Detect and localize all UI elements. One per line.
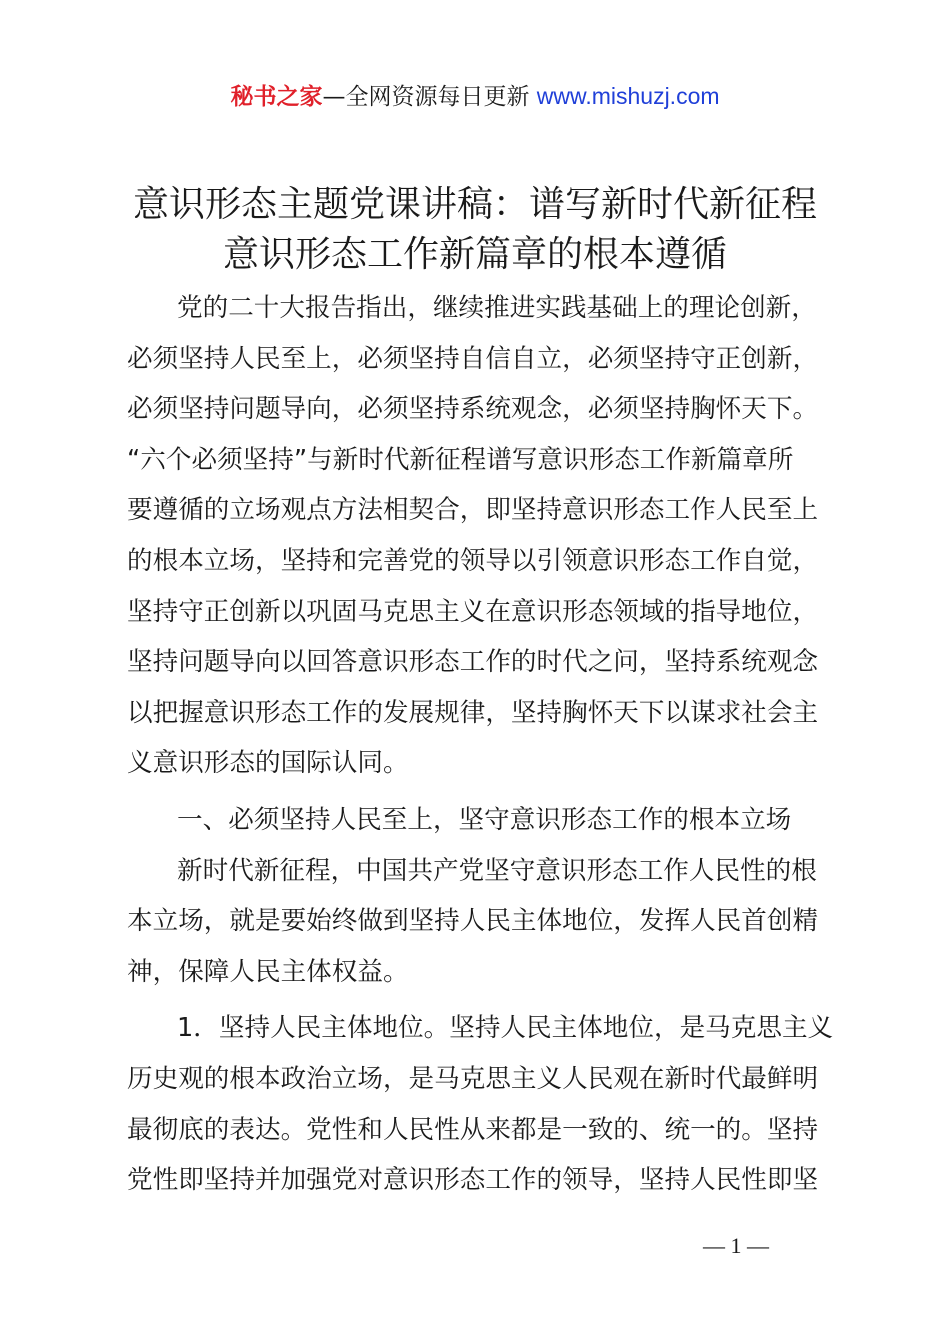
paragraph-1-line: 必须坚持问题导向，必须坚持系统观念，必须坚持胸怀天下。 [127,394,819,425]
paragraph-1-line: 以把握意识形态工作的发展规律，坚持胸怀天下以谋求社会主 [127,697,819,728]
paragraph-3-line: 最彻底的表达。党性和人民性从来都是一致的、统一的。坚持 [127,1114,819,1145]
title-line-2: 意识形态工作新篇章的根本遵循 [222,234,727,275]
paragraph-2-line: 本立场，就是要始终做到坚持人民主体地位，发挥人民首创精 [127,906,819,937]
paragraph-1-line: 的根本立场，坚持和完善党的领导以引领意识形态工作自觉， [127,545,819,576]
paragraph-1-line: 必须坚持人民至上，必须坚持自信自立，必须坚持守正创新， [127,343,819,374]
title-line-1: 意识形态主题党课讲稿：谱写新时代新征程 [132,184,817,225]
paragraph-2-line: 新时代新征程，中国共产党坚守意识形态工作人民性的根 [177,855,817,886]
site-tagline: —全网资源每日更新 [322,84,537,110]
paragraph-3-line: 1．坚持人民主体地位。坚持人民主体地位，是马克思主义 [177,1013,834,1044]
section-heading: 一、必须坚持人民至上，坚守意识形态工作的根本立场 [177,804,792,835]
paragraph-1-line: 坚持问题导向以回答意识形态工作的时代之问，坚持系统观念 [127,647,819,678]
site-banner [0,80,950,113]
paragraph-3-line: 历史观的根本政治立场，是马克思主义人民观在新时代最鲜明 [127,1063,819,1094]
paragraph-1-line: 坚持守正创新以巩固马克思主义在意识形态领域的指导地位， [127,596,819,627]
site-brand: 秘书之家 [230,84,323,110]
paragraph-3-line: 党性即坚持并加强党对意识形态工作的领导，坚持人民性即坚 [127,1165,819,1196]
paragraph-2-line: 神，保障人民主体权益。 [127,956,409,987]
page-number-label: — 1 — [703,1233,769,1258]
document-title [0,180,950,280]
paragraph-1-line: 要遵循的立场观点方法相契合，即坚持意识形态工作人民至上 [127,495,819,526]
paragraph-1-line: 党的二十大报告指出，继续推进实践基础上的理论创新， [177,293,817,323]
site-url-link[interactable]: www.mishuzj.com [536,83,720,109]
paragraph-1-line: “六个必须坚持”与新时代新征程谱写意识形态工作新篇章所 [127,444,794,475]
paragraph-1-line: 义意识形态的国际认同。 [127,748,409,779]
document-body [127,283,833,1206]
